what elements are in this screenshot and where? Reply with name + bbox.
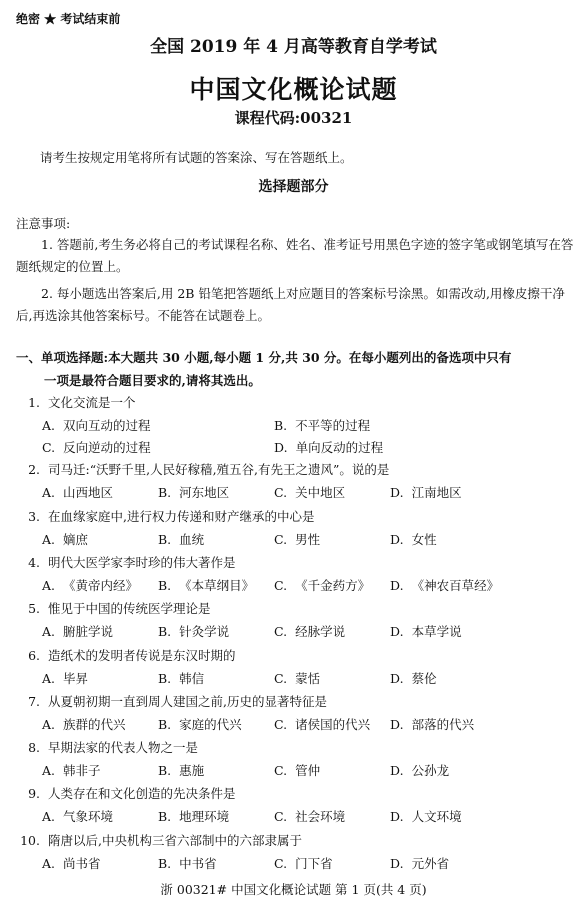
option-label: B. <box>158 763 172 779</box>
option-d <box>390 715 474 733</box>
option-label: C. <box>274 485 288 501</box>
question-stem <box>16 692 327 710</box>
option-d <box>390 807 462 825</box>
option-label: C. <box>274 809 288 825</box>
option-text: 蒙恬 <box>295 670 321 686</box>
option-text: 人文环境 <box>411 809 462 825</box>
option-label: A. <box>42 531 56 547</box>
option-c <box>274 854 333 872</box>
question-number: 4. <box>28 554 40 570</box>
option-label: D. <box>390 624 404 640</box>
option-text: 毕昇 <box>63 670 89 686</box>
option-text: 尚书省 <box>63 855 101 871</box>
option-text: 江南地区 <box>411 485 462 501</box>
option-b <box>158 761 204 779</box>
option-c <box>274 669 320 687</box>
option-a <box>42 669 88 687</box>
part-one-line1: 一、单项选择题:本大题共 30 小题,每小题 1 分,共 30 分。在每小题列出的备选项中只有 <box>16 350 512 365</box>
option-label: D. <box>390 809 404 825</box>
note-item: 2. 每小题选出答案后,用 2B 铅笔把答题纸上对应题目的答案标号涂黑。如需改动,用橡皮擦干净后,再选涂其他答案标号。不能答在试题卷上。 <box>16 286 565 323</box>
option-label: D. <box>390 763 404 779</box>
question-stem <box>16 553 236 571</box>
question-text: 造纸术的发明者传说是东汉时期的 <box>48 647 236 663</box>
section-title: 选择题部分 <box>258 179 329 195</box>
option-label: D. <box>390 485 404 501</box>
option-label: A. <box>42 577 56 593</box>
option-label: C. <box>274 531 288 547</box>
option-a <box>42 761 101 779</box>
question-text: 从夏朝初期一直到周人建国之前,历史的显著特征是 <box>48 693 327 709</box>
option-label: C. <box>274 855 288 871</box>
option-b <box>158 807 229 825</box>
option-label: C. <box>274 716 288 732</box>
question-number: 5. <box>28 601 40 617</box>
option-text: 管仲 <box>295 763 321 779</box>
question-number: 2. <box>28 462 40 478</box>
option-label: B. <box>158 670 172 686</box>
part-one-heading <box>16 346 576 392</box>
option-label: A. <box>42 485 56 501</box>
option-text: 韩非子 <box>63 763 101 779</box>
option-a <box>42 530 88 548</box>
option-a <box>42 854 101 872</box>
question-stem <box>16 599 211 617</box>
option-text: 血统 <box>179 531 205 547</box>
note-item: 1. 答题前,考生务必将自己的考试课程名称、姓名、准考证号用黑色字迹的签字笔或钢笔填写在答题纸规定的位置上。 <box>16 237 574 274</box>
option-text: 诸侯国的代兴 <box>295 716 371 732</box>
option-text: 公孙龙 <box>411 763 450 779</box>
option-text: 女性 <box>411 531 437 547</box>
question-text: 早期法家的代表人物之一是 <box>48 740 199 756</box>
option-text: 针灸学说 <box>179 624 230 640</box>
question-options <box>42 576 582 596</box>
option-d <box>390 622 462 640</box>
option-label: D. <box>390 577 404 593</box>
option-c <box>274 807 345 825</box>
answer-instruction: 请考生按规定用笔将所有试题的答案涂、写在答题纸上。 <box>40 150 353 165</box>
option-text: 蔡伦 <box>411 670 437 686</box>
option-c <box>274 622 345 640</box>
option-label: D. <box>390 855 404 871</box>
option-label: A. <box>42 763 56 779</box>
option-label: C. <box>274 624 288 640</box>
question-number: 1. <box>28 395 40 410</box>
question-text: 隋唐以后,中央机构三省六部制中的六部隶属于 <box>48 832 302 848</box>
option-label: B. <box>158 624 172 640</box>
question-stem <box>16 460 389 478</box>
option-text: 中书省 <box>179 855 217 871</box>
option-text: 经脉学说 <box>295 624 346 640</box>
question-number: 7. <box>28 693 40 709</box>
question-stem <box>16 646 236 664</box>
page-footer: 浙 00321# 中国文化概论试题 第 1 页(共 4 页) <box>160 882 427 897</box>
question-stem <box>16 738 198 756</box>
question-number: 10. <box>20 832 40 848</box>
subject-title: 中国文化概论试题 <box>189 75 398 104</box>
option-label: B. <box>158 485 172 501</box>
option-text: 部落的代兴 <box>411 716 475 732</box>
option-b <box>158 483 229 501</box>
option-label: C. <box>274 670 288 686</box>
question-options <box>42 807 582 827</box>
option-c <box>274 530 320 548</box>
option-text: 家庭的代兴 <box>179 716 242 732</box>
question-options <box>42 530 582 550</box>
option-d <box>390 483 462 501</box>
option-text: 惠施 <box>179 763 205 779</box>
option-d <box>390 576 499 594</box>
option-label: B. <box>158 531 172 547</box>
option-b <box>158 530 204 548</box>
option-a <box>42 483 113 501</box>
option-b <box>274 416 370 434</box>
option-b <box>158 854 217 872</box>
option-label: B. <box>158 716 172 732</box>
option-a <box>42 715 126 733</box>
option-c <box>274 576 370 594</box>
option-text: 元外省 <box>411 855 450 871</box>
option-label: A. <box>42 670 56 686</box>
question-options <box>42 854 582 874</box>
option-label: D. <box>274 440 288 455</box>
question-text: 人类存在和文化创造的先决条件是 <box>48 786 236 802</box>
option-c <box>274 483 345 501</box>
part-one-line2: 一项是最符合题目要求的,请将其选出。 <box>44 373 261 388</box>
option-text: 族群的代兴 <box>63 716 126 732</box>
option-a <box>42 416 151 434</box>
option-label: B. <box>274 418 288 433</box>
option-d <box>274 438 383 456</box>
question-number: 8. <box>28 740 40 756</box>
notes-title: 注意事项: <box>16 216 71 231</box>
option-label: D. <box>390 716 404 732</box>
question-number: 3. <box>28 508 40 524</box>
question-text: 在血缘家庭中,进行权力传递和财产继承的中心是 <box>48 508 315 524</box>
question-text: 司马迁:“沃野千里,人民好稼穑,殖五谷,有先王之遗风”。说的是 <box>48 462 390 478</box>
option-label: B. <box>158 577 172 593</box>
option-c <box>274 761 320 779</box>
option-text: 门下省 <box>295 855 333 871</box>
option-label: D. <box>390 670 404 686</box>
option-text: 《千金药方》 <box>295 577 371 593</box>
option-text: 《本草纲目》 <box>179 577 255 593</box>
question-options <box>42 416 582 455</box>
option-d <box>390 761 449 779</box>
option-text: 双向互动的过程 <box>63 418 151 433</box>
option-text: 不平等的过程 <box>295 418 371 433</box>
course-code: 课程代码:00321 <box>234 109 353 127</box>
question-item <box>16 393 576 459</box>
option-b <box>158 715 242 733</box>
option-text: 男性 <box>295 531 321 547</box>
question-options <box>42 483 582 503</box>
option-text: 反向逆动的过程 <box>63 440 151 455</box>
question-stem <box>16 784 236 802</box>
secret-mark: 绝密 ★ 考试结束前 <box>16 12 121 26</box>
option-a <box>42 622 113 640</box>
option-text: 嫡庶 <box>63 531 89 547</box>
option-a <box>42 576 138 594</box>
question-text: 明代大医学家李时珍的伟大著作是 <box>48 554 236 570</box>
option-a <box>42 807 113 825</box>
option-label: A. <box>42 624 56 640</box>
option-label: B. <box>158 809 172 825</box>
option-text: 《神农百草经》 <box>411 577 500 593</box>
option-label: C. <box>274 577 288 593</box>
question-stem <box>16 831 302 849</box>
option-text: 社会环境 <box>295 809 346 825</box>
option-text: 单向反动的过程 <box>295 440 384 455</box>
option-text: 《黄帝内经》 <box>63 577 139 593</box>
option-c <box>274 715 370 733</box>
exam-title: 全国 2019 年 4 月高等教育自学考试 <box>150 37 437 57</box>
option-b <box>158 669 204 687</box>
question-text: 文化交流是一个 <box>48 395 136 410</box>
option-text: 韩信 <box>179 670 205 686</box>
option-b <box>158 576 254 594</box>
question-stem <box>16 507 314 525</box>
option-c <box>42 438 151 456</box>
option-text: 气象环境 <box>63 809 114 825</box>
option-label: D. <box>390 531 404 547</box>
question-stem <box>16 393 136 411</box>
question-options <box>42 761 582 781</box>
option-label: A. <box>42 809 56 825</box>
option-text: 关中地区 <box>295 485 346 501</box>
option-text: 河东地区 <box>179 485 230 501</box>
option-text: 地理环境 <box>179 809 230 825</box>
option-label: A. <box>42 418 56 433</box>
question-text: 惟见于中国的传统医学理论是 <box>48 601 211 617</box>
option-label: A. <box>42 855 56 871</box>
option-label: C. <box>42 440 56 455</box>
option-text: 山西地区 <box>63 485 114 501</box>
question-number: 9. <box>28 786 40 802</box>
option-label: C. <box>274 763 288 779</box>
question-options <box>42 669 582 689</box>
question-options <box>42 622 582 642</box>
option-b <box>158 622 229 640</box>
option-text: 腑脏学说 <box>63 624 114 640</box>
option-d <box>390 530 437 548</box>
option-d <box>390 669 437 687</box>
option-text: 本草学说 <box>411 624 462 640</box>
option-label: B. <box>158 855 172 871</box>
question-number: 6. <box>28 647 40 663</box>
question-options <box>42 715 582 735</box>
option-d <box>390 854 449 872</box>
option-label: A. <box>42 716 56 732</box>
